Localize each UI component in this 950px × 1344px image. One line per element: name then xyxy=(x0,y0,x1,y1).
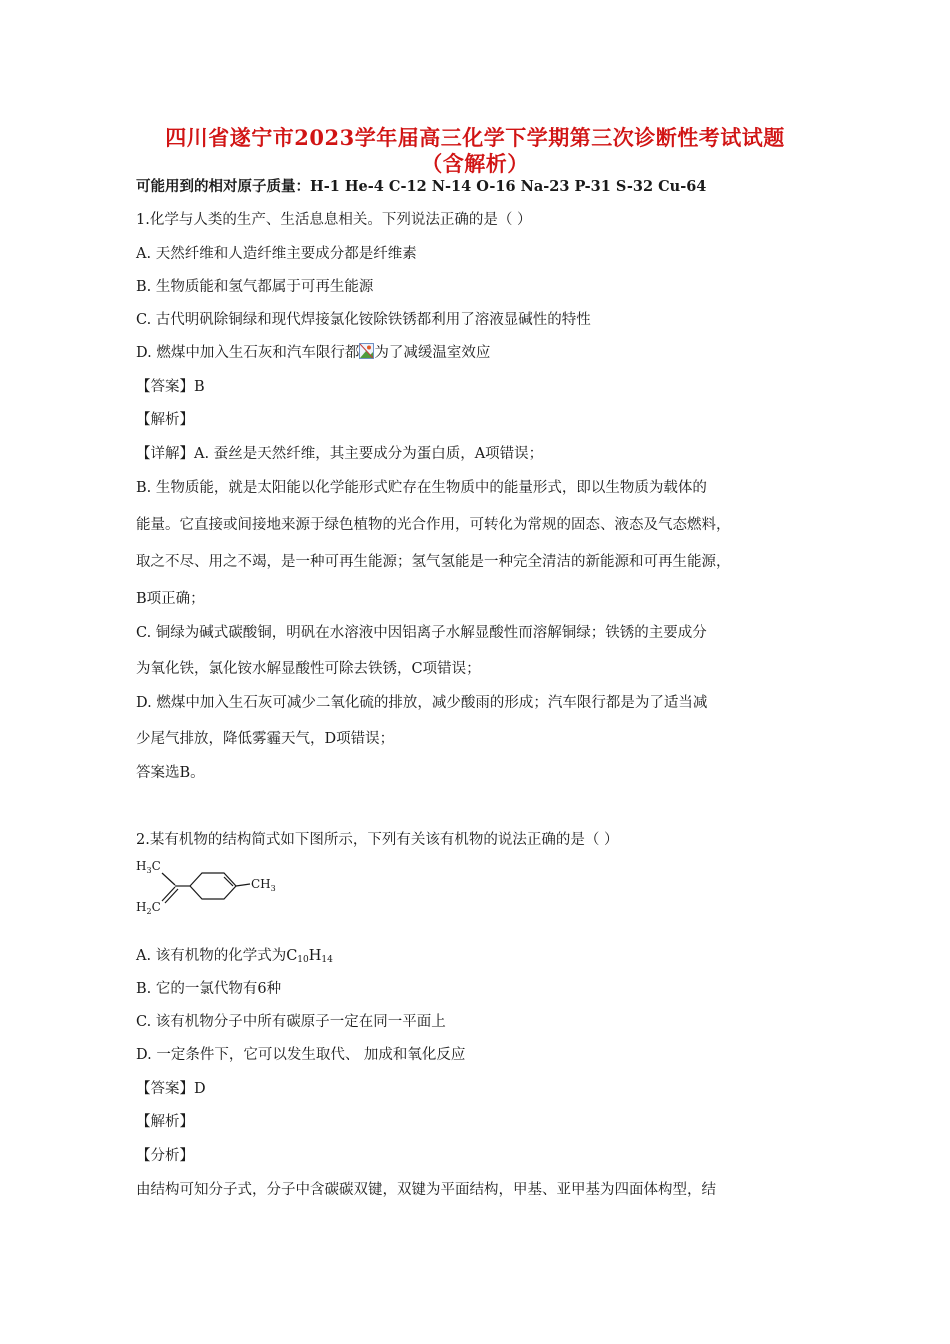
document-title-line2: （含解析） xyxy=(421,151,529,176)
bond-methyl xyxy=(162,873,175,885)
q1-detail-line: 答案选B。 xyxy=(136,765,205,781)
q1-detail-line: C. 铜绿为碱式碳酸铜，明矾在水溶液中因铝离子水解显酸性而溶解铜绿；铁锈的主要成分 xyxy=(136,625,707,641)
broken-image-icon xyxy=(359,343,374,359)
q1-detail-line: B. 生物质能，就是太阳能以化学能形式贮存在生物质中的能量形式，即以生物质为载体的 xyxy=(136,480,707,496)
q1-option-d-text-after: 为了减缓温室效应 xyxy=(374,345,491,361)
q2-analysis-heading: 【解析】 xyxy=(136,1114,194,1130)
cyclohexene-ring xyxy=(190,873,236,899)
q1-detail-line: 【详解】A. 蚕丝是天然纤维，其主要成分为蛋白质，A项错误； xyxy=(136,446,544,462)
q2-option-b: B. 它的一氯代物有6种 xyxy=(136,981,282,997)
q2-option-c: C. 该有机物分子中所有碳原子一定在同一平面上 xyxy=(136,1014,446,1030)
atomic-masses: 可能用到的相对原子质量：H-1 He-4 C-12 N-14 O-16 Na-23 P-31 S-32 Cu-64 xyxy=(136,178,707,195)
q1-option-d-text-before: D. 燃煤中加入生石灰和汽车限行都 xyxy=(136,345,360,361)
q1-detail-line: 为氧化铁，氯化铵水解显酸性可除去铁锈，C项错误； xyxy=(136,661,481,677)
q1-analysis-heading: 【解析】 xyxy=(136,412,194,428)
mol-label-h2c: $H_2C$ xyxy=(136,900,161,916)
document-title-line1: 四川省遂宁市2023学年届高三化学下学期第三次诊断性考试试题 xyxy=(165,125,785,150)
q1-detail-line: B项正确； xyxy=(136,591,205,607)
q2-option-a xyxy=(136,946,333,970)
q2-option-a-h: H xyxy=(308,948,322,964)
q1-answer: 【答案】B xyxy=(136,379,205,395)
q1-option-b: B. 生物质能和氢气都属于可再生能源 xyxy=(136,279,374,295)
q2-option-a-sub2: 14 xyxy=(321,955,333,965)
q1-option-c: C. 古代明矾除铜绿和现代焊接氯化铵除铁锈都利用了溶液显碱性的特性 xyxy=(136,312,591,328)
q1-detail-line: 取之不尽、用之不竭，是一种可再生能源；氢气氢能是一种完全清洁的新能源和可再生能源， xyxy=(136,554,731,570)
q1-option-a: A. 天然纤维和人造纤维主要成分都是纤维素 xyxy=(136,246,417,262)
q2-option-a-sub1: 10 xyxy=(297,955,309,965)
q2-stem: 2.某有机物的结构简式如下图所示，下列有关该有机物的说法正确的是（ ） xyxy=(136,832,619,848)
q2-fenxi-heading: 【分析】 xyxy=(136,1148,194,1164)
q1-option-d xyxy=(136,343,490,363)
bond-ring-methyl xyxy=(236,884,250,886)
q1-detail-line: 少尾气排放，降低雾霾天气，D项错误； xyxy=(136,731,395,747)
mol-label-h3c: $H_3C$ xyxy=(136,859,161,875)
q1-stem: 1.化学与人类的生产、生活息息相关。下列说法正确的是（ ） xyxy=(136,212,532,228)
q2-analysis-line: 由结构可知分子式，分子中含碳碳双键，双键为平面结构，甲基、亚甲基为四面体构型，结 xyxy=(136,1182,716,1198)
q1-detail-line: 能量。它直接或间接地来源于绿色植物的光合作用，可转化为常规的固态、液态及气态燃料， xyxy=(136,517,731,533)
structure-formula-diagram xyxy=(134,856,284,916)
q2-option-d: D. 一定条件下，它可以发生取代、 加成和氧化反应 xyxy=(136,1047,466,1063)
q2-option-a-prefix: A. 该有机物的化学式为C xyxy=(136,948,298,964)
q2-answer: 【答案】D xyxy=(136,1081,206,1097)
mol-label-ch3: $CH_3$ xyxy=(251,877,276,893)
q1-detail-line: D. 燃煤中加入生石灰可减少二氧化硫的排放，减少酸雨的形成；汽车限行都是为了适当减 xyxy=(136,695,708,711)
